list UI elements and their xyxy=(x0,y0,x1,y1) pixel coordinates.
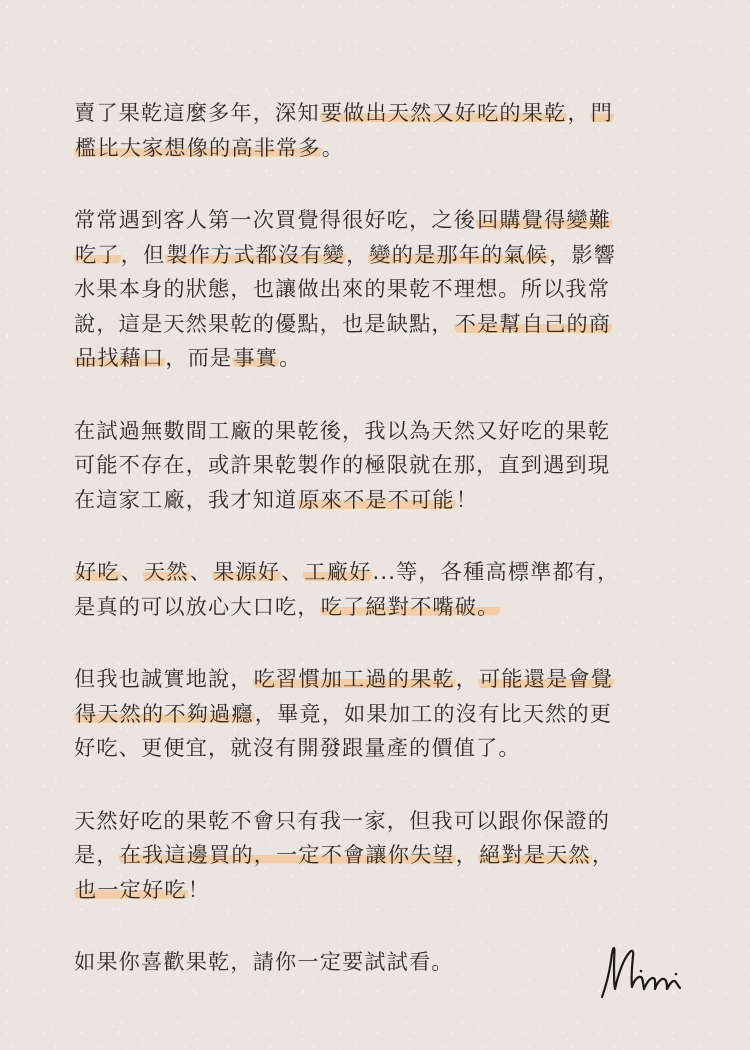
highlighted-phrase: 不是幫自己的商 xyxy=(454,310,612,336)
letter-line xyxy=(74,945,674,980)
text-segment: 、 xyxy=(281,559,304,584)
letter-line xyxy=(74,590,674,625)
highlighted-phrase: 吃習慣加工過的果乾 xyxy=(253,666,455,691)
text-segment: 在試過無數間工廠的果乾後，我以為天然又好吃的果乾 xyxy=(74,417,611,443)
text-segment: 。 xyxy=(321,134,345,160)
letter-body xyxy=(74,96,674,1018)
letter-line xyxy=(74,272,674,307)
letter-line xyxy=(74,697,674,732)
highlighted-phrase: 事實 xyxy=(233,345,279,370)
text-segment: ， xyxy=(567,100,590,125)
highlighted-phrase: 在我這邊買的，一定不會讓你失望 xyxy=(119,842,455,867)
text-segment: 賣了果乾這麼多年，深知 xyxy=(74,100,320,125)
letter-line xyxy=(74,131,674,166)
text-segment: 、 xyxy=(189,559,213,584)
highlighted-phrase: 製作方式都沒有變 xyxy=(166,241,346,267)
highlighted-phrase: 吃了 xyxy=(75,241,120,267)
highlighted-phrase: 品找藉口 xyxy=(75,345,165,370)
letter-paragraph xyxy=(74,804,674,908)
letter-line xyxy=(74,341,674,376)
text-segment: 、 xyxy=(120,559,144,584)
letter-line xyxy=(74,307,674,342)
text-segment: ！ xyxy=(187,876,211,902)
letter-line xyxy=(74,448,674,483)
letter-paragraph xyxy=(74,96,674,165)
highlighted-phrase: 門 xyxy=(590,100,614,125)
highlighted-phrase: 變的是那年的氣候 xyxy=(369,241,549,267)
text-segment: ，而是 xyxy=(165,345,233,370)
signature xyxy=(596,936,690,1006)
text-segment: ，畢竟，如果加工的沒有比天然的更 xyxy=(254,700,613,726)
text-segment: ！ xyxy=(455,486,479,512)
letter-line xyxy=(74,203,674,238)
text-segment: 如果你喜歡果乾，請你一定要試試看。 xyxy=(74,949,454,974)
highlighted-phrase: 回購覺得變難 xyxy=(477,207,612,232)
letter-line xyxy=(74,838,674,873)
letter-paragraph xyxy=(74,203,674,376)
text-segment: 。 xyxy=(279,345,302,370)
text-segment: 天然好吃的果乾不會只有我一家，但我可以跟你保證的 xyxy=(74,807,611,833)
text-segment: ，但 xyxy=(120,241,166,267)
text-segment: 但我也誠實地說， xyxy=(74,666,253,691)
text-segment: ， xyxy=(591,842,615,867)
highlighted-phrase: 絕對是天然 xyxy=(479,842,591,867)
letter-line xyxy=(74,238,674,273)
letter-line xyxy=(74,483,674,518)
highlighted-phrase: 天然 xyxy=(144,559,189,584)
text-segment: ...等，各種高標準都有， xyxy=(372,559,620,584)
text-segment: 水果本身的狀態，也讓做出來的果乾不理想。所以我常 xyxy=(74,276,611,301)
letter-line xyxy=(74,731,674,766)
text-segment: 是真的可以放心大口吃， xyxy=(74,593,320,619)
highlighted-phrase: 原來不是不可能 xyxy=(298,486,455,512)
letter-line xyxy=(74,555,674,590)
highlighted-phrase: 可能還是會覺 xyxy=(479,666,614,691)
highlighted-phrase: 吃了絕對不嘴破。 xyxy=(320,593,500,619)
highlighted-phrase: 得天然的不夠過癮 xyxy=(75,700,254,726)
highlighted-phrase: 檻比大家想像的高非常多 xyxy=(75,134,321,160)
text-segment: ， xyxy=(455,842,479,867)
letter-paragraph xyxy=(74,555,674,624)
letter-line xyxy=(74,804,674,839)
text-segment: 常常遇到客人第一次買覺得很好吃，之後 xyxy=(74,207,477,232)
letter-line xyxy=(74,873,674,908)
text-segment: ， xyxy=(455,666,479,691)
highlighted-phrase: 工廠好 xyxy=(304,559,372,584)
highlighted-phrase: 也一定好吃 xyxy=(75,876,187,902)
highlighted-phrase: 要做出天然又好吃的果乾 xyxy=(320,100,567,125)
text-segment: 在這家工廠，我才知道 xyxy=(74,486,298,512)
letter-paragraph xyxy=(74,662,674,766)
text-segment: 是， xyxy=(74,842,119,867)
text-segment: 可能不存在，或許果乾製作的極限就在那，直到遇到現 xyxy=(74,452,611,477)
letter-paragraph xyxy=(74,414,674,518)
letter-line xyxy=(74,414,674,449)
letter-paragraph xyxy=(74,945,674,980)
text-segment: ，影響 xyxy=(549,241,617,267)
letter-line xyxy=(74,96,674,131)
text-segment: 說，這是天然果乾的優點，也是缺點， xyxy=(74,310,454,336)
highlighted-phrase: 果源好 xyxy=(213,559,281,584)
letter-line xyxy=(74,662,674,697)
text-segment: ， xyxy=(346,241,369,267)
text-segment: 好吃、更便宜，就沒有開發跟量產的價值了。 xyxy=(74,735,521,760)
highlighted-phrase: 好吃 xyxy=(75,559,120,584)
